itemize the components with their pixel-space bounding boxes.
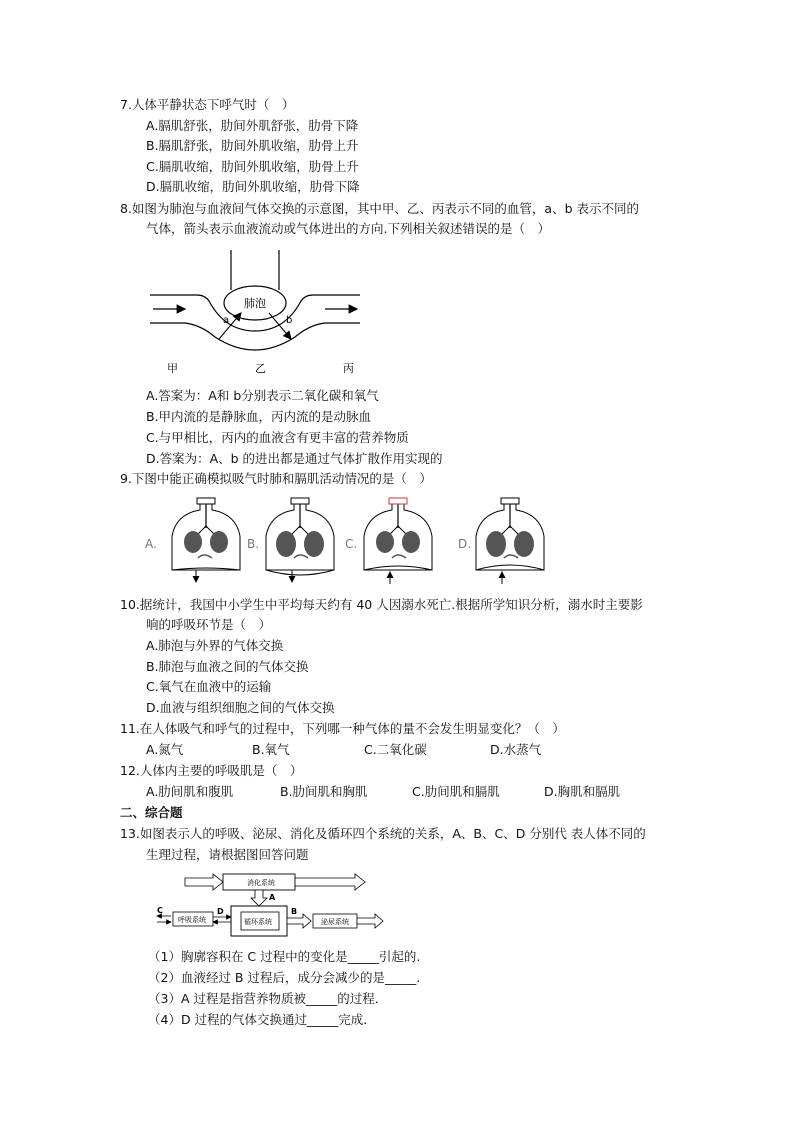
q10-option-d: D.血液与组织细胞之间的气体交换 [146, 700, 335, 715]
fig-label-d: D. [458, 537, 472, 551]
q10-option-c: C.氧气在血液中的运输 [146, 679, 272, 694]
q10-stem-line2: 响的呼吸环节是（ ） [146, 617, 272, 632]
jar-d [476, 498, 544, 584]
q8-option-c: C.与甲相比，丙内的血液含有更丰富的营养物质 [146, 430, 409, 445]
digestive-system-label: 消化系统 [247, 879, 275, 887]
gas-label-b: b [286, 315, 293, 326]
q13-sub-1: （1）胸廓容积在 C 过程中的变化是_____引起的. [148, 949, 421, 964]
q7-option-d: D.膈肌收缩，肋间外肌收缩，肋骨下降 [146, 179, 360, 194]
q13-sub-4: （4）D 过程的气体交换通过_____完成. [148, 1012, 368, 1027]
fig-label-a: A. [145, 537, 157, 551]
q10-option-b: B.肺泡与血液之间的气体交换 [146, 659, 309, 674]
q12-option-c: C.肋间肌和膈肌 [412, 784, 500, 799]
q10-stem-line1: 10.据统计，我国中小学生中平均每天约有 40 人因溺水死亡.根据所学知识分析，溺水时主要影 [120, 597, 643, 612]
q11-stem: 11.在人体吸气和呼气的过程中，下列哪一种气体的量不会发生明显变化？（ ） [120, 721, 565, 736]
vessel-label-jia: 甲 [167, 362, 178, 375]
q12-option-b: B.肋间肌和胸肌 [280, 784, 368, 799]
q13-stem-line2: 生理过程，请根据图回答问题 [146, 847, 309, 862]
q8-option-b: B.甲内流的是静脉血，丙内流的是动脉血 [146, 409, 372, 424]
vessel-label-bing: 丙 [343, 362, 354, 375]
jar-a [172, 498, 240, 582]
systems-figure [155, 868, 395, 940]
respiratory-system-label: 呼吸系统 [178, 916, 206, 924]
urinary-system-label: 泌尿系统 [321, 918, 349, 926]
alveolus-label: 肺泡 [244, 297, 266, 310]
alveolus-figure [145, 245, 385, 380]
q13-sub-2: （2）血液经过 B 过程后，成分会减少的是_____. [148, 970, 421, 985]
gas-label-a: a [223, 315, 230, 326]
q13-sub-3: （3）A 过程是指营养物质被_____的过程. [148, 991, 379, 1006]
q11-option-c: C.二氧化碳 [364, 742, 427, 757]
jar-c [364, 498, 432, 584]
q8-stem-line1: 8.如图为肺泡与血液间气体交换的示意图，其中甲、乙、丙表示不同的血管，a、b 表示不同的 [120, 201, 639, 216]
fig-label-c: C. [345, 537, 358, 551]
q8-option-a: A.答案为：A和 b分别表示二氧化碳和氧气 [146, 388, 379, 403]
q7-stem: 7.人体平静状态下呼气时（ ） [120, 97, 295, 112]
q8-option-d: D.答案为：A、b 的进出都是通过气体扩散作用实现的 [146, 451, 443, 466]
q8-stem-line2: 气体，箭头表示血液流动或气体进出的方向.下列相关叙述错误的是（ ） [146, 221, 550, 236]
q12-stem: 12.人体内主要的呼吸肌是（ ） [120, 763, 303, 778]
process-label-a: A [269, 893, 276, 902]
q11-option-b: B.氧气 [252, 742, 290, 757]
section-title: 二、综合题 [120, 805, 183, 820]
q11-option-d: D.水蒸气 [490, 742, 542, 757]
q9-stem: 9.下图中能正确模拟吸气时肺和膈肌活动情况的是（ ） [120, 471, 432, 486]
q12-option-d: D.胸肌和膈肌 [544, 784, 621, 799]
bell-jar-figures [140, 496, 560, 586]
q11-option-a: A.氮气 [146, 742, 184, 757]
process-label-d: D [217, 907, 224, 916]
q13-stem-line1: 13.如图表示人的呼吸、泌尿、消化及循环四个系统的关系，A、B、C、D 分别代 表人体不同的 [120, 826, 646, 841]
vessel-label-yi: 乙 [255, 362, 266, 375]
fig-label-b: B. [247, 537, 260, 551]
process-label-b: B [291, 907, 298, 916]
circulatory-system-label: 循环系统 [244, 918, 272, 926]
q10-option-a: A.肺泡与外界的气体交换 [146, 638, 284, 653]
process-label-c: C [157, 906, 163, 915]
q7-option-a: A.膈肌舒张，肋间外肌舒张，肋骨下降 [146, 118, 359, 133]
q7-option-c: C.膈肌收缩，肋间外肌收缩，肋骨上升 [146, 159, 359, 174]
jar-b [266, 498, 334, 582]
q7-option-b: B.膈肌舒张，肋间外肌收缩，肋骨上升 [146, 138, 359, 153]
q12-option-a: A.肋间肌和腹肌 [146, 784, 234, 799]
